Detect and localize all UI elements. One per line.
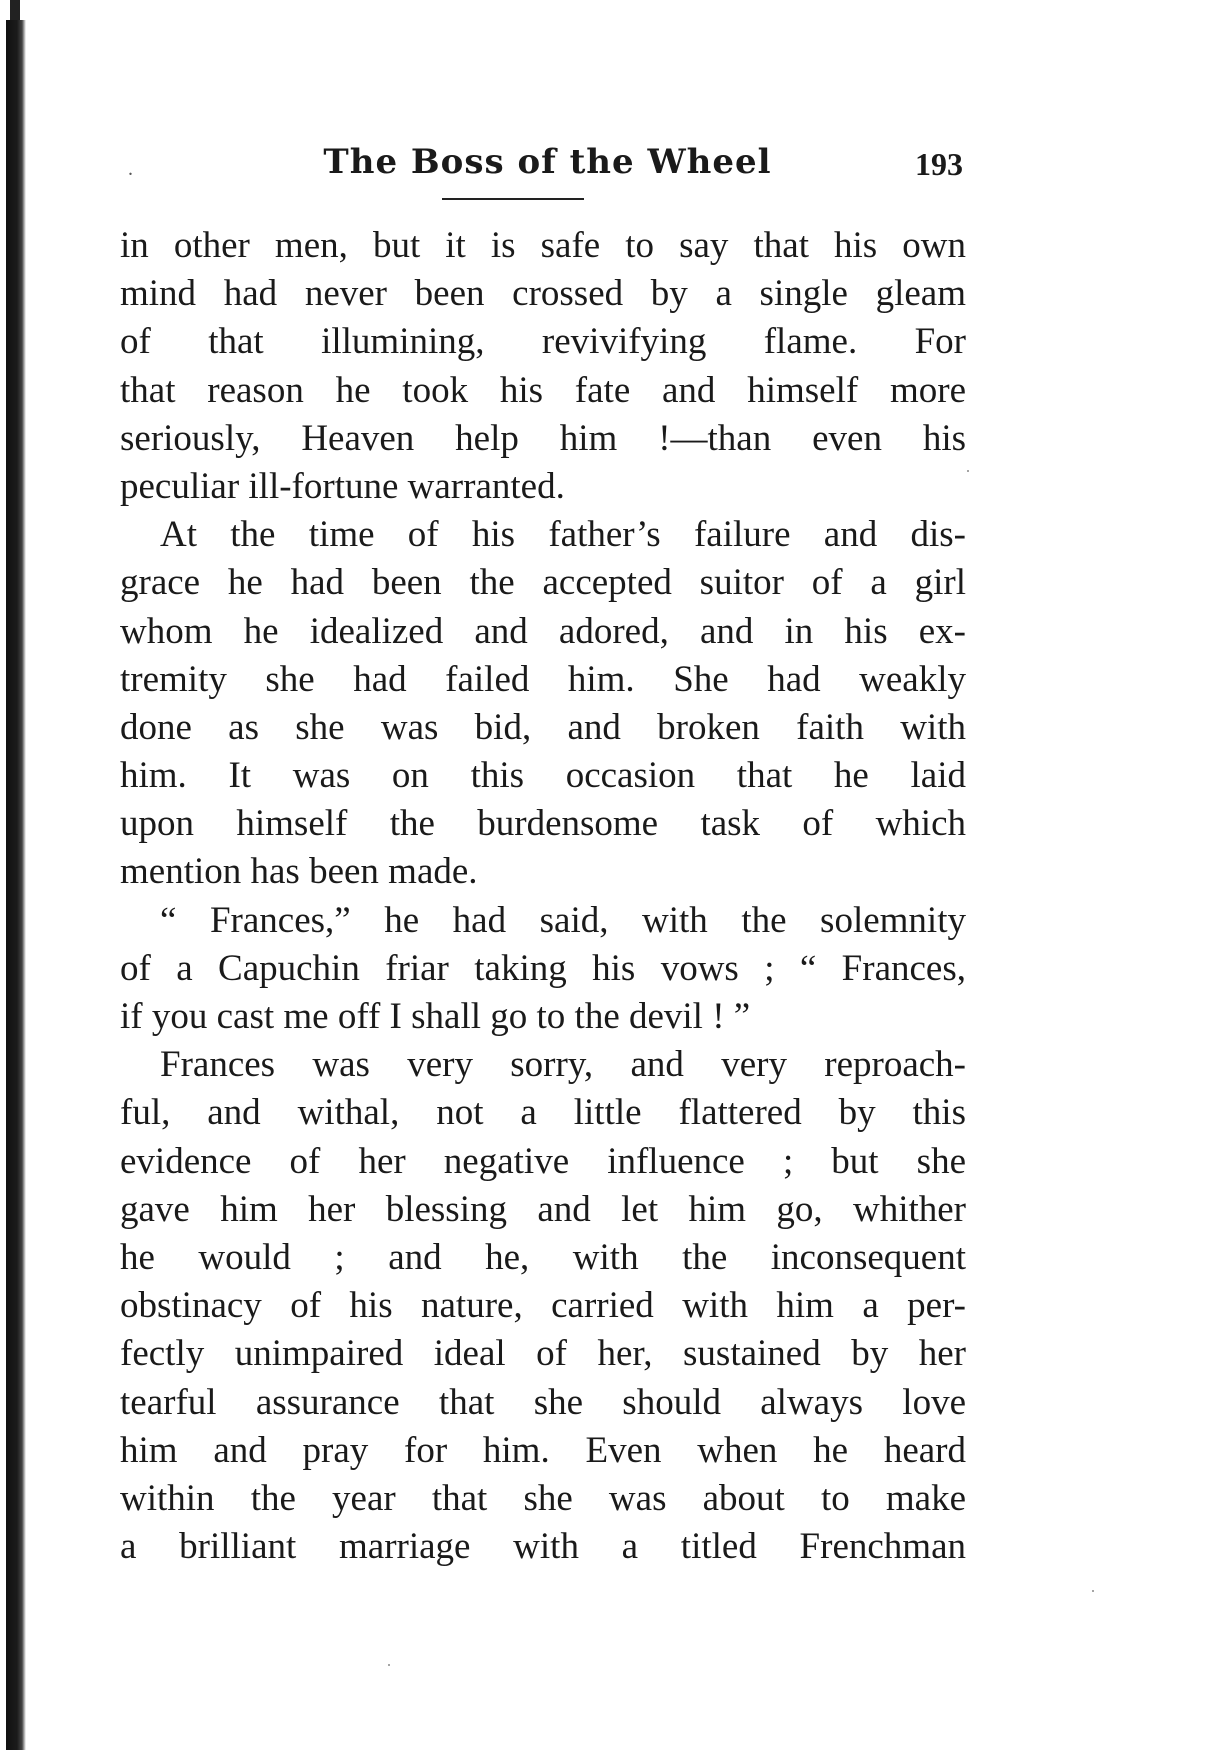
- text-line: of a Capuchin friar taking his vows ; “ Frances,: [120, 947, 966, 989]
- paper-speck: [967, 470, 969, 472]
- text-line: gave him her blessing and let him go, whither: [120, 1188, 966, 1230]
- head-dot: .: [128, 158, 133, 180]
- paper-speck: [1092, 1590, 1094, 1592]
- text-line: At the time of his father’s failure and dis-: [160, 514, 966, 556]
- text-line: whom he idealized and adored, and in his ex-: [120, 610, 966, 652]
- head-rule: [442, 198, 584, 200]
- paper-speck: [388, 1664, 390, 1666]
- text-line: tearful assurance that she should always love: [120, 1381, 966, 1423]
- text-line: if you cast me off I shall go to the devil ! ”: [120, 996, 751, 1037]
- text-line: “ Frances,” he had said, with the solemnity: [160, 899, 966, 941]
- text-line: seriously, Heaven help him !—than even his: [120, 417, 966, 459]
- text-line: Frances was very sorry, and very reproach-: [160, 1044, 966, 1086]
- text-line: within the year that she was about to make: [120, 1477, 966, 1519]
- text-line: a brilliant marriage with a titled Frenchman: [120, 1526, 966, 1568]
- text-line: that reason he took his fate and himself more: [120, 369, 966, 411]
- page-number: 193: [915, 146, 963, 182]
- running-head: [120, 140, 975, 190]
- text-line: evidence of her negative influence ; but she: [120, 1140, 966, 1182]
- text-line: of that illumining, revivifying flame. For: [120, 321, 966, 363]
- text-line: him. It was on this occasion that he laid: [120, 755, 966, 797]
- text-line: him and pray for him. Even when he heard: [120, 1429, 966, 1471]
- text-line: ful, and withal, not a little flattered by this: [120, 1092, 966, 1134]
- text-line: obstinacy of his nature, carried with him a per-: [120, 1285, 966, 1327]
- body-text: [120, 222, 966, 1571]
- text-line: grace he had been the accepted suitor of a girl: [120, 562, 966, 604]
- text-line: he would ; and he, with the inconsequent: [120, 1236, 966, 1278]
- text-line: upon himself the burdensome task of which: [120, 803, 966, 845]
- binding-shadow: [6, 20, 26, 1750]
- text-line: done as she was bid, and broken faith with: [120, 706, 966, 748]
- page-title: The Boss of the Wheel: [323, 142, 772, 182]
- text-line: mind had never been crossed by a single gleam: [120, 273, 966, 315]
- text-line: tremity she had failed him. She had weakly: [120, 658, 966, 700]
- text-line: in other men, but it is safe to say that his own: [120, 225, 966, 266]
- text-line: peculiar ill-fortune warranted.: [120, 465, 565, 507]
- text-line: mention has been made.: [120, 851, 478, 893]
- text-line: fectly unimpaired ideal of her, sustained by her: [120, 1333, 966, 1375]
